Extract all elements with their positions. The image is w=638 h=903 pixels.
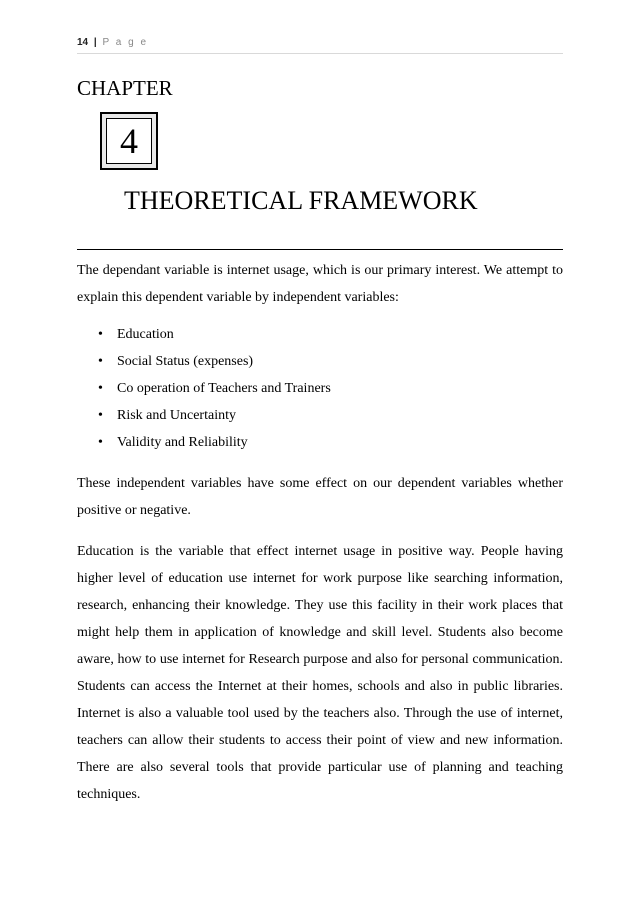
chapter-title: THEORETICAL FRAMEWORK bbox=[124, 186, 478, 215]
list-item-label: Risk and Uncertainty bbox=[117, 408, 236, 423]
list-item bbox=[77, 402, 563, 429]
header-separator: | bbox=[93, 37, 97, 48]
chapter-number-frame bbox=[106, 118, 152, 164]
chapter-number: 4 bbox=[120, 121, 138, 161]
effect-paragraph: These independent variables have some effect on our dependent variables whether positive or negative. bbox=[77, 476, 563, 518]
list-item-label: Social Status (expenses) bbox=[117, 354, 254, 369]
variable-list bbox=[77, 321, 563, 456]
list-item bbox=[77, 348, 563, 375]
bullet-icon: • bbox=[98, 435, 103, 450]
intro-paragraph: The dependant variable is internet usage, which is our primary interest. We attempt to explain this dependent variable by independent variables: bbox=[77, 263, 563, 305]
bullet-icon: • bbox=[98, 354, 103, 369]
list-item-label: Validity and Reliability bbox=[117, 435, 248, 450]
education-paragraph: Education is the variable that effect internet usage in positive way. People having higher level of education use internet for work purpose like searching information, research, enhancing their knowledge. They use this facility in their work places that might help them in application of knowledge and skill level. Students also become aware, how to use internet for Research purpose and also for personal communication. Students can access the Internet at their homes, schools and also in public libraries. Internet is also a valuable tool used by the teachers also. Through the use of internet, teachers can allow their students to access their point of view and new information. There are also several tools that provide particular use of planning and teaching techniques. bbox=[77, 544, 563, 802]
list-item bbox=[77, 375, 563, 402]
body-text bbox=[77, 257, 563, 808]
title-divider bbox=[77, 249, 563, 250]
page-header bbox=[77, 37, 148, 48]
page-label: P a g e bbox=[102, 37, 149, 48]
page-number: 14 bbox=[77, 37, 89, 48]
bullet-icon: • bbox=[98, 408, 103, 423]
chapter-label: CHAPTER bbox=[77, 76, 173, 100]
bullet-icon: • bbox=[98, 381, 103, 396]
list-item-label: Education bbox=[117, 327, 174, 342]
list-item-label: Co operation of Teachers and Trainers bbox=[117, 381, 331, 396]
list-item bbox=[77, 429, 563, 456]
chapter-number-box bbox=[100, 112, 158, 170]
header-divider bbox=[77, 53, 563, 54]
list-item bbox=[77, 321, 563, 348]
bullet-icon: • bbox=[98, 327, 103, 342]
